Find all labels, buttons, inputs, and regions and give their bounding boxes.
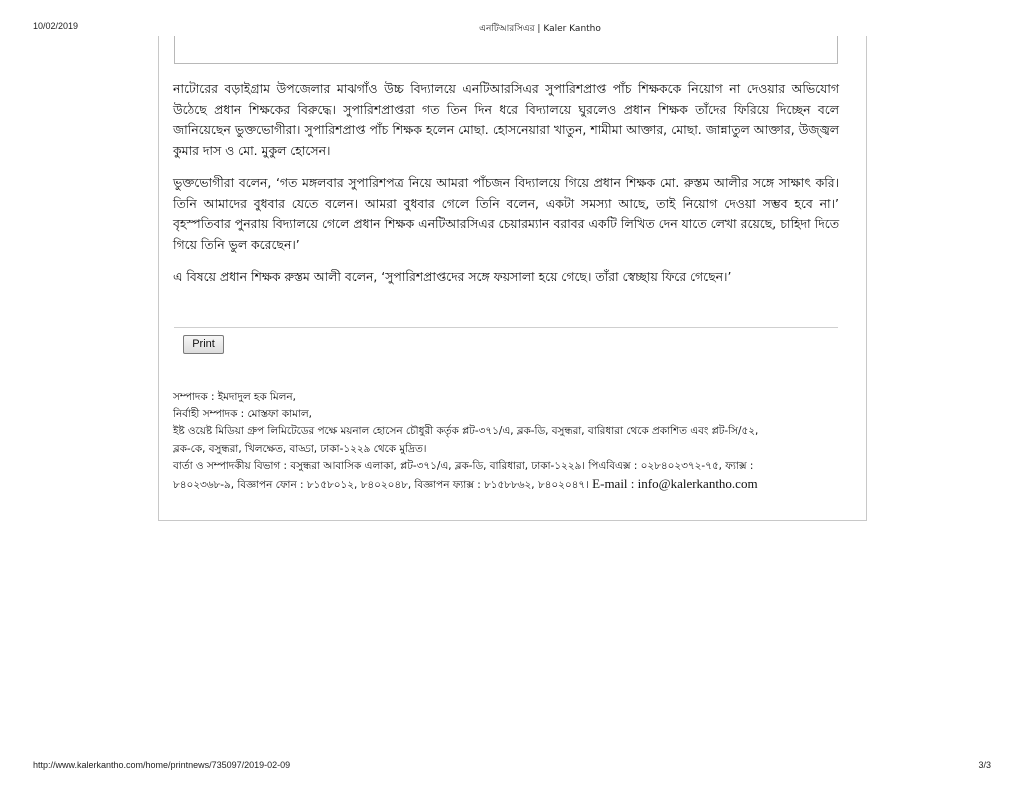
publisher-line: ইষ্ট ওয়েষ্ট মিডিয়া গ্রুপ লিমিটেডের পক্ষে ময়নাল হোসেন চৌধুরী কর্তৃক প্লট-৩৭১/এ, ব্লক-ডি, বসুন্ধরা, বারিধারা থেকে প্রকাশিত এবং প্লট-সি/৫২, xyxy=(173,425,759,438)
article-body xyxy=(173,79,839,300)
publisher-imprint xyxy=(173,389,863,494)
editor-line: সম্পাদক : ইমদাদুল হক মিলন, xyxy=(173,391,296,403)
office-contact-text: ৮৪০২৩৬৮-৯, বিজ্ঞাপন ফোন : ৮১৫৮০১২, ৮৪০২০৪৮, বিজ্ঞাপন ফ্যাক্স : ৮১৫৮৮৬২, ৮৪০২০৪৭। xyxy=(173,479,589,492)
article-paragraph: ভুক্তভোগীরা বলেন, ‘গত মঙ্গলবার সুপারিশপত্র নিয়ে আমরা পাঁচজন বিদ্যালয়ে গিয়ে প্রধান শিক্ষক মো. রুস্তম আলীর সঙ্গে সাক্ষাৎ করি। তিনি আমাদের বুধবার যেতে বলেন। আমরা বুধবার গেলে তিনি বলেন, একটা সমস্যা আছে, তাই নিয়োগ দেওয়া সম্ভব হবে না।’ বৃহস্পতিবার পুনরায় বিদ্যালয়ে গেলে প্রধান শিক্ষক এনটিআরসিএর চেয়ারম্যান বরাবর একটি লিখিত দেন যাতে লেখা রয়েছে, চাহিদা দিতে গিয়ে তিনি ভুল করেছেন।’ xyxy=(173,175,839,252)
email-link[interactable]: E-mail : info@kalerkantho.com xyxy=(592,476,758,492)
article-paragraph: নাটোরের বড়াইগ্রাম উপজেলার মাঝগাঁও উচ্চ বিদ্যালয়ে এনটিআরসিএর সুপারিশপ্রাপ্ত পাঁচ শিক্ষককে নিয়োগ না দেওয়ার অভিযোগ উঠেছে প্রধান শিক্ষকের বিরুদ্ধে। সুপারিশপ্রাপ্তরা গত তিন দিন ধরে বিদ্যালয়ে ঘুরলেও প্রধান শিক্ষক তাঁদের ফিরিয়ে দিচ্ছেন বলে জানিয়েছেন ভুক্তভোগীরা। সুপারিশপ্রাপ্ত পাঁচ শিক্ষক হলেন মোছা. হোসনেয়ারা খাতুন, শামীমা আক্তার, মোছা. জান্নাতুল আক্তার, উজ্জ্বল কুমার দাস ও মো. মুকুল হোসেন। xyxy=(173,81,839,158)
office-line: বার্তা ও সম্পাদকীয় বিভাগ : বসুন্ধরা আবাসিক এলাকা, প্লট-৩৭১/এ, ব্লক-ডি, বারিধারা, ঢাকা-১২২৯। পিএবিএক্স : ০২৮৪০২৩৭২-৭৫, ফ্যাক্স : xyxy=(173,459,754,472)
print-button[interactable]: Print xyxy=(183,335,224,354)
print-footer-url: http://www.kalerkantho.com/home/printnews/735097/2019-02-09 xyxy=(33,760,291,770)
print-header-title: এনটিআরসিএর | Kaler Kantho xyxy=(479,24,601,34)
article-paragraph: এ বিষয়ে প্রধান শিক্ষক রুস্তম আলী বলেন, ‘সুপারিশপ্রাপ্তদের সঙ্গে ফয়সালা হয়ে গেছে। তাঁরা স্বেচ্ছায় ফিরে গেছেন।’ xyxy=(173,269,732,284)
office-line xyxy=(173,475,863,494)
print-header-date: 10/02/2019 xyxy=(33,21,79,31)
divider xyxy=(174,327,838,328)
top-box xyxy=(174,36,838,64)
publisher-line: ব্লক-কে, বসুন্ধরা, খিলক্ষেত, বাড্ডা, ঢাকা-১২২৯ থেকে মুদ্রিত। xyxy=(173,442,427,455)
print-footer-page-number: 3/3 xyxy=(978,760,991,770)
executive-editor-line: নির্বাহী সম্পাদক : মোস্তফা কামাল, xyxy=(173,408,312,421)
